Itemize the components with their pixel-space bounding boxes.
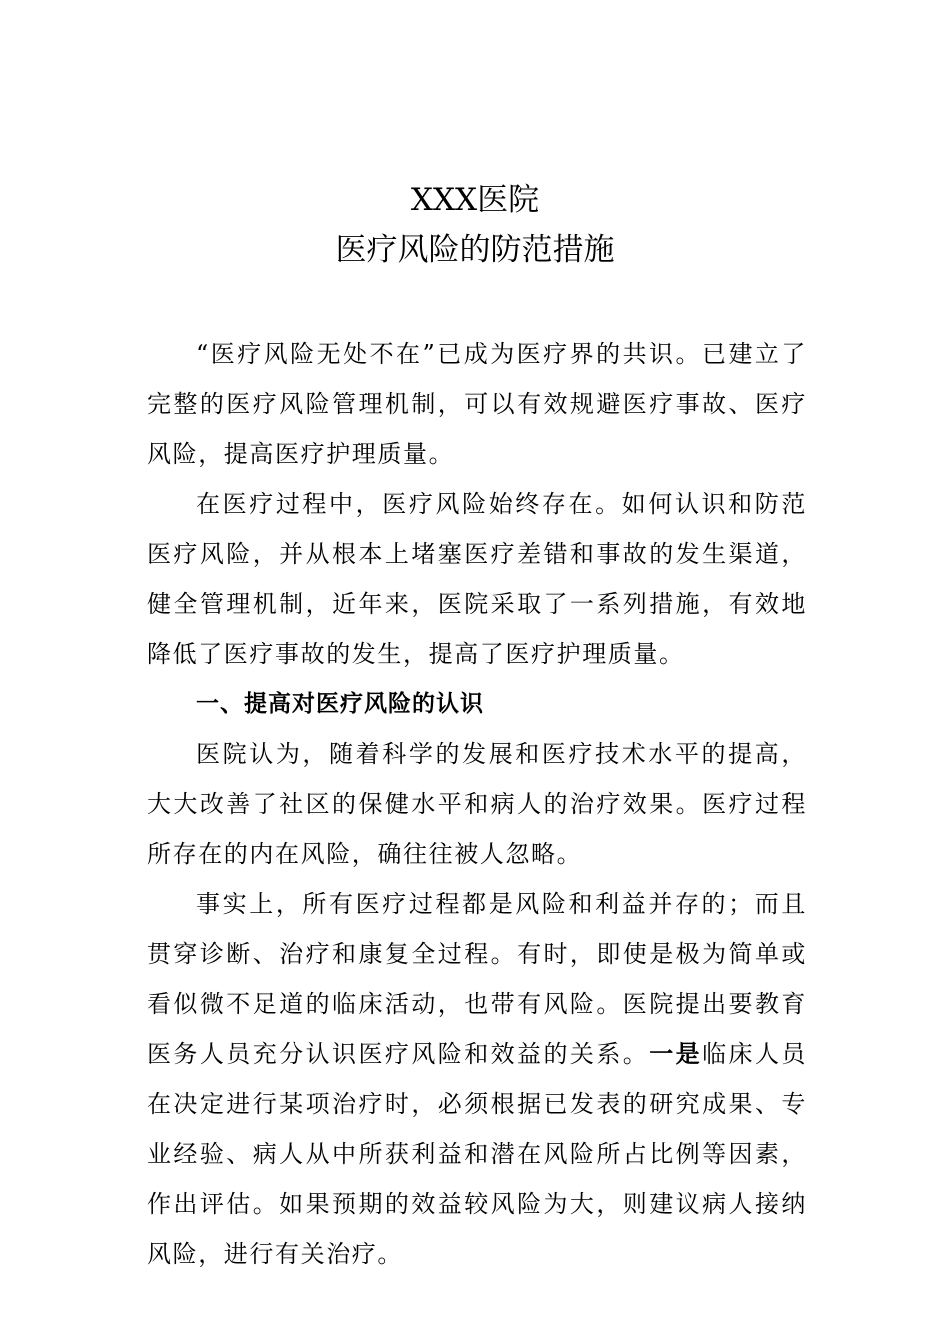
paragraph-intro: “医疗风险无处不在”已成为医疗界的共识。已建立了完整的医疗风险管理机制，可以有效规避医疗事故、医疗风险，提高医疗护理质量。: [147, 340, 807, 468]
document-title-hospital: XXX医院: [410, 182, 540, 218]
paragraph-risk-benefit: [147, 879, 807, 1279]
section-heading-1: 一、提高对医疗风险的认识: [196, 691, 484, 717]
document-body: [147, 329, 807, 1279]
paragraph-risk-process: 在医疗过程中，医疗风险始终存在。如何认识和防范医疗风险，并从根本上堵塞医疗差错和事故的发生渠道，健全管理机制，近年来，医院采取了一系列措施，有效地降低了医疗事故的发生，提高了医疗护理质量。: [147, 490, 807, 668]
paragraph-risk-benefit-part1: 事实上，所有医疗过程都是风险和利益并存的；而且贯穿诊断、治疗和康复全过程。有时，即使是极为简单或看似微不足道的临床活动，也带有风险。医院提出要教育医务人员充分认识医疗风险和效益的关系。: [147, 890, 807, 1068]
paragraph-understanding: 医院认为，随着科学的发展和医疗技术水平的提高，大大改善了社区的保健水平和病人的治疗效果。医疗过程所存在的内在风险，确往往被人忽略。: [147, 740, 807, 868]
document-title-main: 医疗风险的防范措施: [335, 232, 615, 268]
paragraph-risk-benefit-emphasis: 一是: [649, 1040, 703, 1068]
paragraph-risk-benefit-part2: 临床人员在决定进行某项治疗时，必须根据已发表的研究成果、专业经验、病人从中所获利益和潜在风险所占比例等因素，作出评估。如果预期的效益较风险为大，则建议病人接纳风险，进行有关治疗。: [147, 1040, 808, 1268]
